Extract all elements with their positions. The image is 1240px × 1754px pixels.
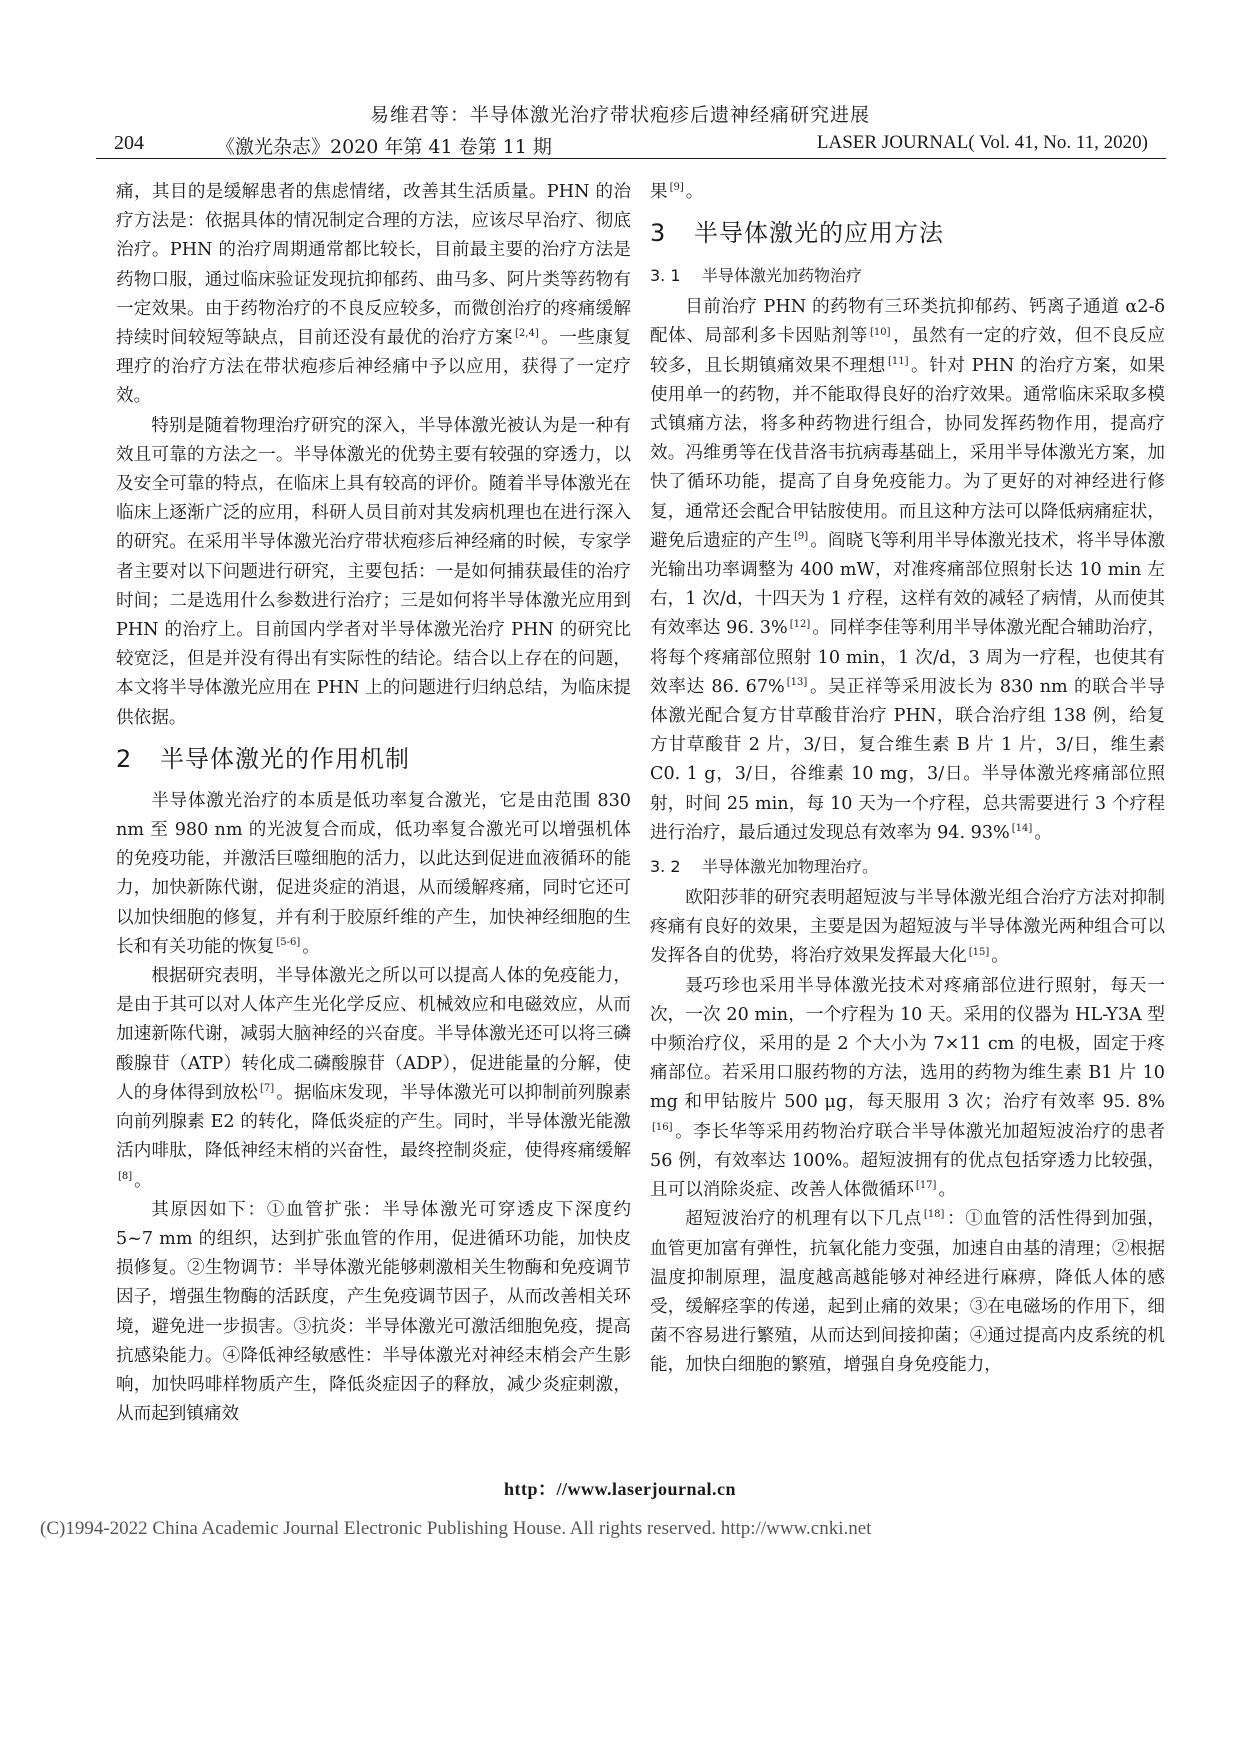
section-heading [116,739,631,779]
paragraph-text: 。阎晓飞等利用半导体激光技术，将半导体激光输出功率调整为 400 mW，对准疼痛部位照射长达 10 min 左右，1 次/d，十四天为 1 疗程，这样有效的减轻了病情，从而使其有效率达 96. 3% [650,530,1165,639]
citation: [7] [259,1083,275,1095]
copyright-notice: (C)1994-2022 China Academic Journal Electronic Publishing House. All rights reserved. http://www.cnki.net [40,1518,872,1539]
citation: [18] [923,1209,945,1221]
citation: [8] [118,1170,133,1182]
paragraph-text: 。 [302,936,320,957]
paragraph-text: 。吴正祥等采用波长为 830 nm 的联合半导体激光配合复方甘草酸苷治疗 PHN，联合治疗组 138 例，给复方甘草酸苷 2 片，3/日，复合维生素 B 片 1 片，3/日，维生素 C0. 1 g，3/日，谷维素 10 mg，3/日。半导体激光疼痛部位照射，时间 25 min，每 10 天为一个疗程，总共需要进行 3 个疗程进行治疗，最后通过发现总有效率为 94. 93% [650,676,1165,843]
paragraph [116,962,631,1196]
paragraph [650,1205,1165,1380]
section-number: 2 [116,744,133,773]
page-header [96,128,1166,159]
section-title: 半导体激光的应用方法 [694,219,944,248]
paragraph: 特别是随着物理治疗研究的深入，半导体激光被认为是一种有效且可靠的方法之一。半导体激光的优势主要有较强的穿透力，以及安全可靠的特点，在临床上具有较高的评价。随着半导体激光在临床上逐渐广泛的应用，科研人员目前对其发病机理也在进行深入的研究。在采用半导体激光治疗带状疱疹后神经痛的时候，专家学者主要对以下问题进行研究，主要包括：一是如何捕获最佳的治疗时间；二是选用什么参数进行治疗；三是如何将半导体激光应用到 PHN 的治疗上。目前国内学者对半导体激光治疗 PHN 的研究比较宽泛，但是并没有得出有实际性的结论。结合以上存在的问题，本文将半导体激光应用在 PHN 上的问题进行归纳总结，为临床提供依据。 [116,415,631,728]
paragraph [116,787,631,962]
paragraph [650,972,1165,1206]
paragraph-text: ：①血管的活性得到加强，血管更加富有弹性，抗氧化能力变强，加速自由基的清理；②根据温度抑制原理，温度越高越能够对神经进行麻痹，降低人体的感受，缓解痉挛的传递，起到止痛的效果；③在电磁场的作用下，细菌不容易进行繁殖，从而达到间接抑菌；④通过提高内皮系统的机能，加快白细胞的繁殖，增强自身免疫能力， [650,1209,1165,1376]
paragraph-text: 。据临床发现，半导体激光可以抑制前列腺素向前列腺素 E2 的转化，降低炎症的产生。同时，半导体激光能激活内啡肽，降低神经末梢的兴奋性，最终控制炎症，使得疼痛缓解 [116,1082,631,1162]
paragraph-text: 根据研究表明，半导体激光之所以可以提高人体的免疫能力，是由于其可以对人体产生光化学反应、机械效应和电磁效应，从而加速新陈代谢，减弱大脑神经的兴奋度。半导体激光还可以将三磷酸腺苷（ATP）转化成二磷酸腺苷（ADP），促进能量的分解，使人的身体得到放松 [116,966,631,1103]
citation: [15] [968,946,990,958]
journal-url: http：//www.laserjournal.cn [503,1479,736,1499]
citation: [12] [789,618,811,630]
paragraph-text: ，虽然有一定的疗效，但不良反应较多，且长期镇痛效果不理想 [650,326,1165,376]
section-number: 3 [650,219,667,248]
paragraph-text: 。一些康复理疗的治疗方法在带状疱疹后神经痛中予以应用，获得了一定疗效。 [116,328,631,407]
subsection-heading [650,852,1165,882]
journal-name-en: LASER JOURNAL( Vol. 41, No. 11, 2020) [816,132,1148,153]
paragraph [116,178,631,412]
section-heading [650,213,1165,253]
paragraph-text: 。李长华等采用药物治疗联合半导体激光加超短波治疗的患者 56 例，有效率达 100%。超短波拥有的优点包括穿透力比较强，且可以消除炎症、改善人体微循环 [650,1121,1165,1201]
citation: [11] [887,355,909,367]
subsection-number: 3. 1 [650,266,681,286]
paragraph-text: 。 [134,1170,152,1191]
running-title: 易维君等：半导体激光治疗带状疱疹后遗神经痛研究进展 [369,104,870,126]
paragraph-text: 欧阳莎菲的研究表明超短波与半导体激光组合治疗方法对抑制疼痛有良好的效果，主要是因为超短波与半导体激光两种组合可以发挥各自的优势，将治疗效果发挥最大化 [650,888,1165,967]
subsection-number: 3. 2 [650,857,681,877]
paragraph [650,178,1165,207]
citation: [17] [915,1180,937,1192]
paragraph-text: 。针对 PHN 的治疗方案，如果使用单一的药物，并不能取得良好的治疗效果。通常临床采取多模式镇痛方法，将多种药物进行组合，协同发挥药物作用，提高疗效。冯维勇等在伐昔洛韦抗病毒基础上，采用半导体激光方案，加快了循环功能，提高了自身免疫能力。为了更好的对神经进行修复，通常还会配合甲钴胺使用。而且这种方法可以降低病痛症状，避免后遗症的产生 [650,355,1165,551]
right-column [650,178,1165,1381]
paragraph [650,884,1165,972]
left-column [116,178,631,1429]
subsection-title: 半导体激光加药物治疗 [702,266,863,286]
citation: [16] [652,1121,673,1133]
paragraph-text: 。 [938,1180,957,1201]
citation: [5-6] [276,937,301,949]
citation: [9] [793,530,809,542]
journal-name-cn: 《激光杂志》2020 年第 41 卷第 11 期 [216,136,552,158]
paragraph-text: 目前治疗 PHN 的药物有三环类抗抑郁药、钙离子通道 α2-δ 配体、局部利多卡因贴剂等 [650,297,1165,347]
citation: [14] [1011,823,1033,834]
paragraph-text: 。 [685,182,704,202]
subsection-heading [650,261,1165,291]
paragraph: 其原因如下：①血管扩张：半导体激光可穿透皮下深度约 5~7 mm 的组织，达到扩张血管的作用，促进循环功能，加快皮损修复。②生物调节：半导体激光能够刺激相关生物酶和免疫调节因子，增强生物酶的活跃度，产生免疫调节因子，从而改善相关环境，避免进一步损害。③抗炎：半导体激光可激活细胞免疫，提高抗感染能力。④降低神经敏感性：半导体激光对神经末梢会产生影响，加快吗啡样物质产生，降低炎症因子的释放，减少炎症刺激，从而起到镇痛效 [116,1199,631,1425]
paragraph-text: 果 [650,182,668,202]
page-number: 204 [114,132,144,154]
paragraph-text: 。 [1034,822,1052,843]
paragraph-text: 。 [991,946,1009,967]
citation: [2,4] [515,328,539,340]
paragraph-text: 半导体激光治疗的本质是低功率复合激光，它是由范围 830 nm 至 980 nm 的光波复合而成，低功率复合激光可以增强机体的免疫功能，并激活巨噬细胞的活力，以此达到促进血液循环的能力，加快新陈代谢，促进炎症的消退，从而缓解疼痛，同时它还可以加快细胞的修复，并有利于胶原纤维的产生，加快神经细胞的生长和有关功能的恢复 [116,790,631,957]
paragraph-text: 痛，其目的是缓解患者的焦虑情绪，改善其生活质量。PHN 的治疗方法是：依据具体的情况制定合理的方法，应该尽早治疗、彻底治疗。PHN 的治疗周期通常都比较长，目前最主要的治疗方法是药物口服，通过临床验证发现抗抑郁药、曲马多、阿片类等药物有一定效果。由于药物治疗的不良反应较多，而微创治疗的疼痛缓解持续时间较短等缺点，目前还没有最优的治疗方案 [116,182,631,349]
paragraph-text: 超短波治疗的机理有以下几点 [685,1209,922,1230]
subsection-title: 半导体激光加物理治疗。 [702,857,879,877]
paragraph-text: 聂巧珍也采用半导体激光技术对疼痛部位进行照射，每天一次，一次 20 min，一个疗程为 10 天。采用的仪器为 HL-Y3A 型中频治疗仪，采用的是 2 个大小为 7×11 cm 的电极，固定于疼痛部位。若采用口服药物的方法，选用的药物为维生素 B1 片 10 mg 和甲钴胺片 500 μg，每天服用 3 次；治疗有效率 95. 8% [650,975,1165,1113]
citation: [9] [669,182,684,194]
paragraph-text: 。同样李佳等利用半导体激光配合辅助治疗，将每个疼痛部位照射 10 min，1 次/d，3 周为一疗程，也使其有效率达 86. 67% [650,618,1165,697]
citation: [10] [869,326,891,338]
paragraph [650,293,1165,848]
section-title: 半导体激光的作用机制 [160,744,410,773]
citation: [13] [786,676,808,688]
